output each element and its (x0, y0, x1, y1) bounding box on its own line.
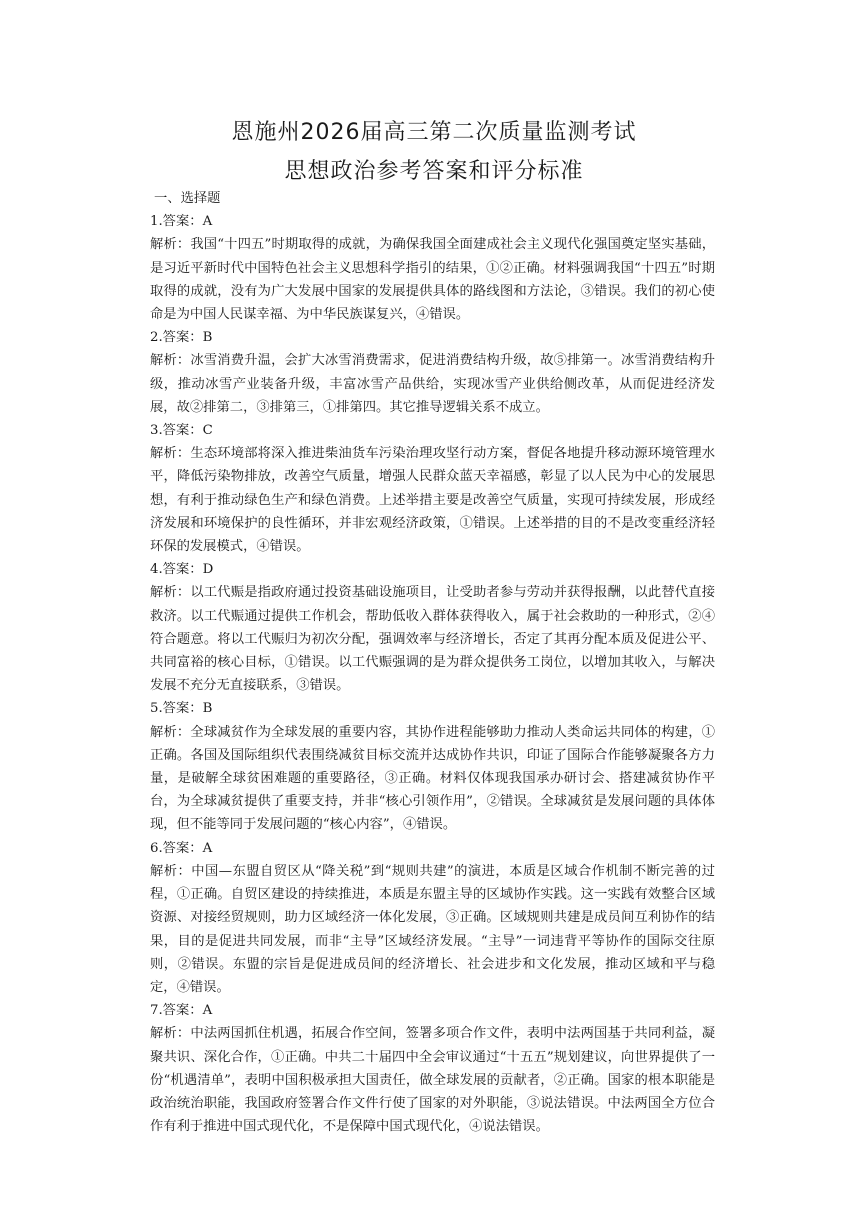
section-heading: 一、选择题 (154, 191, 221, 206)
document-subtitle: 思想政治参考答案和评分标准 (284, 159, 584, 184)
answer-5: 5.答案：B (150, 701, 213, 717)
analysis-1: 解析：我国“十四五”时期取得的成就，为确保我国全面建成社会主义现代化强国奠定坚实基础，是习近平新时代中国特色社会主义思想科学指引的结果，①②正确。材料强调我国“十四五”时期取得的成就，没有为广大发展中国家的发展提供具体的路线图和方法论，③错误。我们的初心使命是为中国人民谋幸福、为中华民族谋复兴，④错误。 (150, 237, 715, 323)
analysis-2: 解析：冰雪消费升温，会扩大冰雪消费需求，促进消费结构升级，故⑤排第一。冰雪消费结构升级，推动冰雪产业装备升级，丰富冰雪产品供给，实现冰雪产业供给侧改革，从而促进经济发展，故②排第二，③排第三，①排第四。其它推导逻辑关系不成立。 (150, 353, 715, 415)
document-title: 恩施州2026届高三第二次质量监测考试 (231, 120, 637, 145)
analysis-4: 解析：以工代赈是指政府通过投资基础设施项目，让受助者参与劳动并获得报酬，以此替代直接救济。以工代赈通过提供工作机会，帮助低收入群体获得收入，属于社会救助的一种形式，②④符合题意。将以工代赈归为初次分配，强调效率与经济增长，否定了其再分配本质及促进公平、共同富裕的核心目标，①错误。以工代赈强调的是为群众提供务工岗位，以增加其收入，与解决发展不充分无直接联系，③错误。 (150, 585, 715, 694)
analysis-5: 解析：全球减贫作为全球发展的重要内容，其协作进程能够助力推动人类命运共同体的构建，①正确。各国及国际组织代表围绕减贫目标交流并达成协作共识，印证了国际合作能够凝聚各方力量，是破解全球贫困难题的重要路径，③正确。材料仅体现我国承办研讨会、搭建减贫协作平台，为全球减贫提供了重要支持，并非“核心引领作用”，②错误。全球减贫是发展问题的具体体现，但不能等同于发展问题的“核心内容”，④错误。 (150, 724, 715, 833)
answer-1: 1.答案：A (150, 214, 213, 230)
answer-content (150, 187, 715, 1138)
answer-4: 4.答案：D (150, 562, 214, 578)
analysis-3: 解析：生态环境部将深入推进柴油货车污染治理攻坚行动方案，督促各地提升移动源环境管理水平，降低污染物排放，改善空气质量，增强人民群众蓝天幸福感，彰显了以人民为中心的发展思想，有利于推动绿色生产和绿色消费。上述举措主要是改善空气质量，实现可持续发展，形成经济发展和环境保护的良性循环，并非宏观经济政策，①错误。上述举措的目的不是改变重经济轻环保的发展模式，④错误。 (150, 446, 715, 555)
answer-3: 3.答案：C (150, 423, 213, 439)
analysis-7: 解析：中法两国抓住机遇，拓展合作空间，签署多项合作文件，表明中法两国基于共同利益，凝聚共识、深化合作，①正确。中共二十届四中全会审议通过“十五五”规划建议，向世界提供了一份“机遇清单”，表明中国积极承担大国责任，做全球发展的贡献者，②正确。国家的根本职能是政治统治职能，我国政府签署合作文件行使了国家的对外职能，③说法错误。中法两国全方位合作有利于推进中国式现代化，不是保障中国式现代化，④说法错误。 (150, 1026, 715, 1135)
answer-2: 2.答案：B (150, 330, 213, 346)
answer-7: 7.答案：A (150, 1003, 213, 1019)
analysis-6: 解析：中国—东盟自贸区从“降关税”到“规则共建”的演进，本质是区域合作机制不断完善的过程，①正确。自贸区建设的持续推进，本质是东盟主导的区域协作实践。这一实践有效整合区域资源、对接经贸规则，助力区域经济一体化发展，③正确。区域规则共建是成员间互利协作的结果，目的是促进共同发展，而非“主导”区域经济发展。“主导”一词违背平等协作的国际交往原则，②错误。东盟的宗旨是促进成员间的经济增长、社会进步和文化发展，推动区域和平与稳定，④错误。 (150, 863, 715, 995)
answer-6: 6.答案：A (150, 840, 213, 856)
